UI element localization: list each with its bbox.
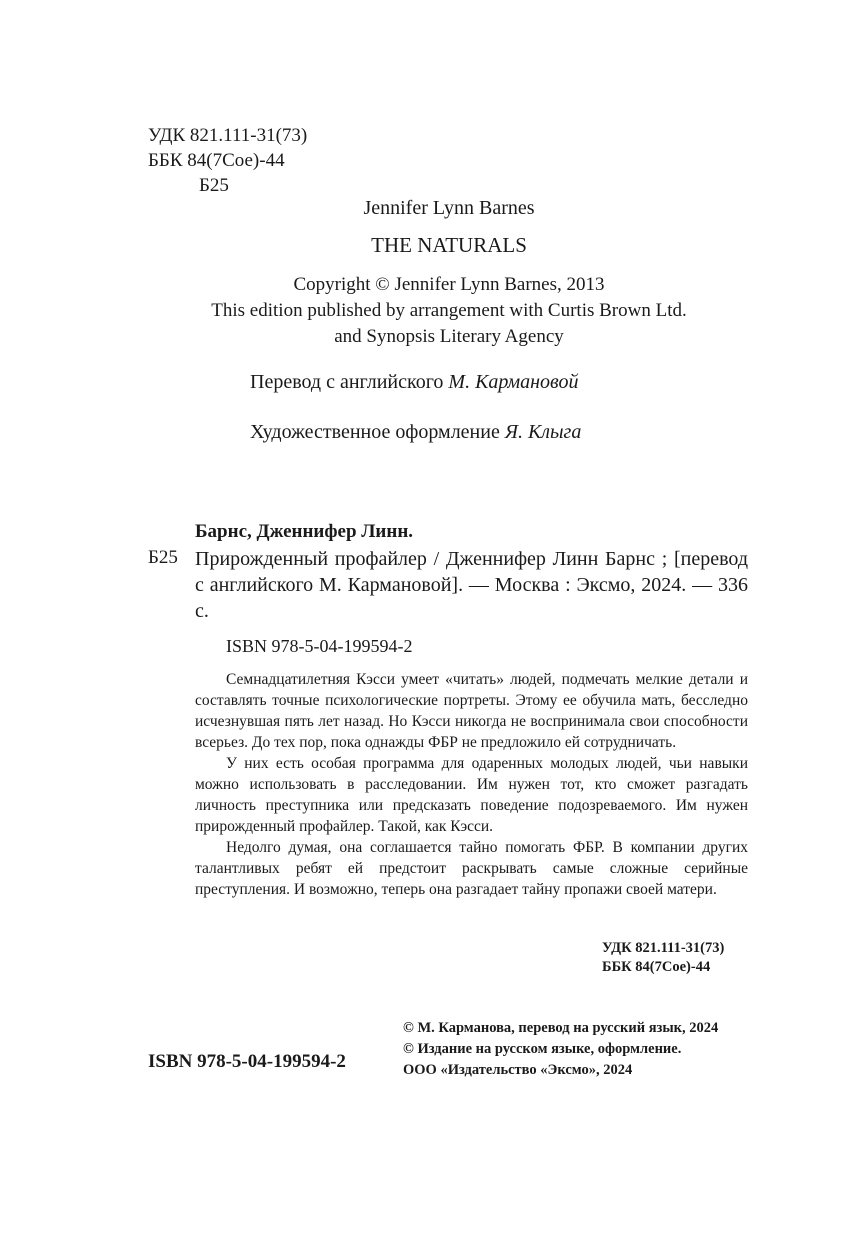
author-index-top: Б25: [199, 175, 229, 196]
copyright-ru-line: ООО «Издательство «Эксмо», 2024: [403, 1062, 633, 1078]
translation-label: Перевод с английского: [250, 371, 444, 393]
copyright-notice: [0, 272, 844, 350]
classification-bottom: [602, 939, 724, 977]
copyright-line: and Synopsis Literary Agency: [334, 326, 564, 347]
copyright-line: Copyright © Jennifer Lynn Barnes, 2013: [293, 274, 605, 295]
design-credit: [250, 421, 581, 444]
udk-code-bottom: УДК 821.111-31(73): [602, 940, 725, 956]
isbn-entry: ISBN 978-5-04-199594-2: [226, 636, 413, 656]
isbn-bottom: ISBN 978-5-04-199594-2: [148, 1051, 346, 1072]
bbk-code-bottom: ББК 84(7Сое)-44: [602, 959, 711, 975]
copyright-ru-line: © М. Карманова, перевод на русский язык, 2024: [403, 1020, 719, 1036]
bbk-code-top: ББК 84(7Сое)-44: [148, 150, 285, 171]
title-en: THE NATURALS: [371, 233, 527, 257]
catalog-entry-heading: Барнс, Дженнифер Линн.: [195, 521, 414, 542]
copyright-ru-line: © Издание на русском языке, оформление.: [403, 1041, 682, 1057]
russian-copyrights: [403, 1018, 718, 1081]
design-label: Художественное оформление: [250, 421, 500, 443]
translator-name: М. Кармановой: [448, 371, 579, 393]
catalog-entry-index: Б25: [148, 547, 178, 568]
annotation: [195, 669, 748, 900]
udk-code-top: УДК 821.111-31(73): [148, 125, 308, 146]
annotation-paragraph: У них есть особая программа для одаренных молодых людей, чьи навыки можно использовать в расследовании. Им нужен тот, кто сможет разгадать личность преступника или предсказать поведение подозреваемого. Им нужен прирожденный профайлер. Такой, как Кэсси.: [195, 755, 748, 835]
translation-credit: [250, 371, 578, 394]
annotation-paragraph: Недолго думая, она соглашается тайно помогать ФБР. В компании других талантливых ребят ей предстоит раскрывать самые сложные серийные преступления. И возможно, теперь она разгадает тайну пропажи своей матери.: [195, 839, 748, 898]
copyright-line: This edition published by arrangement with Curtis Brown Ltd.: [211, 300, 687, 321]
designer-name: Я. Клыга: [504, 421, 582, 443]
catalog-entry-body: Прирожденный профайлер / Дженнифер Линн Барнс ; [перевод с английского М. Кармановой]. — Москва : Эксмо, 2024. — 336 с.: [195, 548, 748, 622]
annotation-paragraph: Семнадцатилетняя Кэсси умеет «читать» людей, подмечать мелкие детали и составлять точные психологические портреты. Этому ее обучила мать, бесследно исчезнувшая пять лет назад. Но Кэсси никогда не воспринимала свои способности всерьез. До тех пор, пока однажды ФБР не предложило ей сотрудничать.: [195, 671, 748, 751]
author-name-en: Jennifer Lynn Barnes: [363, 197, 535, 219]
